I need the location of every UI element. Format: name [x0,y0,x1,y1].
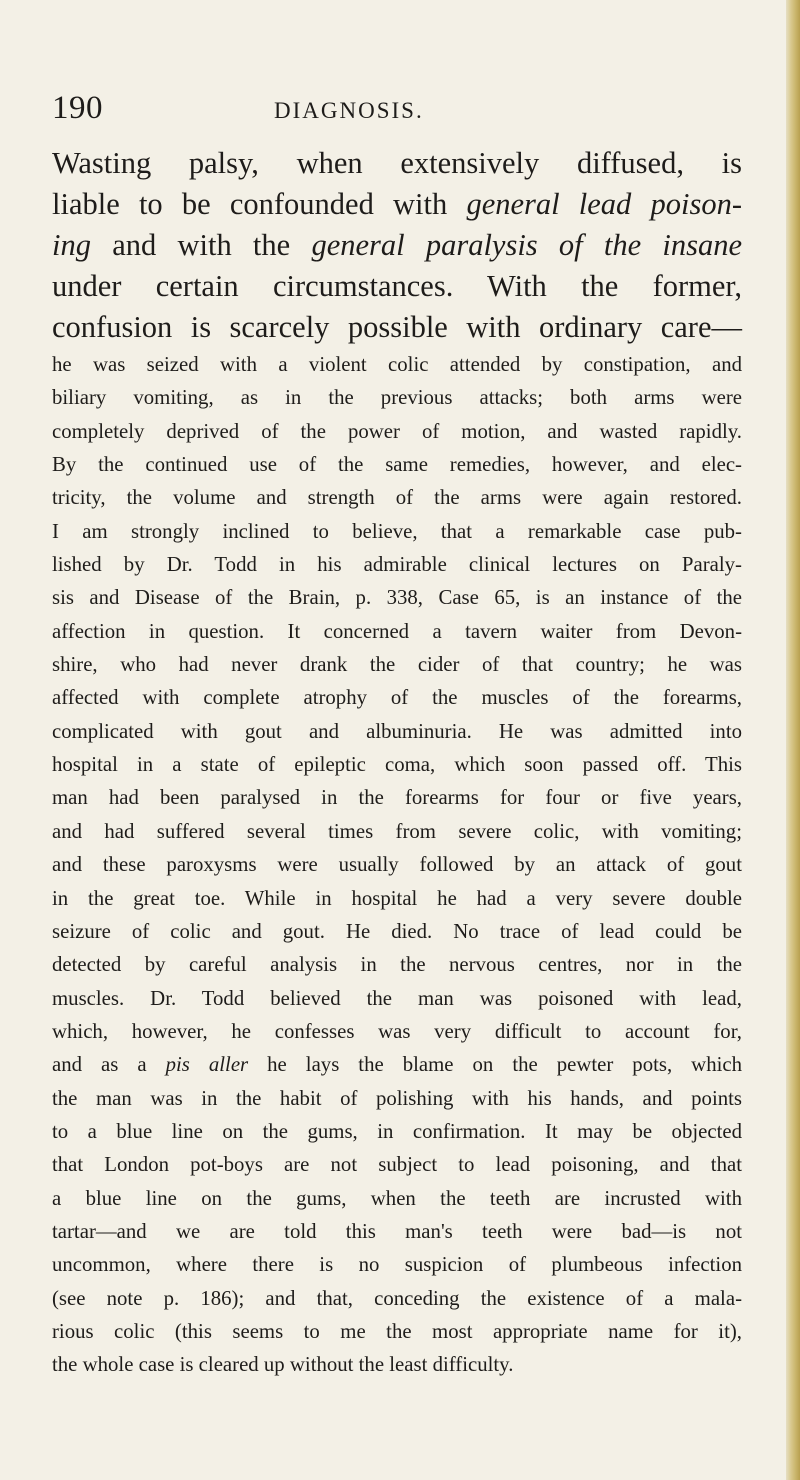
text-line: confusion is scarcely possible with ordinary care— [52,310,742,344]
text-line: to a blue line on the gums, in confirmation. It may be objected [52,1119,742,1143]
text-line: in the great toe. While in hospital he had a very severe double [52,886,742,910]
page-number: 190 [52,90,103,126]
text-line: he was seized with a violent colic attended by constipation, and [52,353,742,376]
text-line: shire, who had never drank the cider of that country; he was [52,653,742,677]
text-line: which, however, he confesses was very difficult to account for, [52,1019,742,1043]
text-line: lished by Dr. Todd in his admirable clinical lectures on Paraly- [52,553,742,577]
case-paragraph [52,348,742,1382]
text-line: man had been paralysed in the forearms for four or five years, [52,786,742,810]
text-line: tricity, the volume and strength of the arms were again restored. [52,486,742,510]
page-header [52,88,742,128]
page-edge [786,0,800,1480]
text-line: that London pot-boys are not subject to lead poisoning, and that [52,1153,742,1177]
text-line: (see note p. 186); and that, conceding the existence of a mala- [52,1286,742,1310]
emphasis: ing [52,228,91,262]
text-line: under certain circumstances. With the former, [52,269,742,303]
emphasis: general lead poison- [466,187,743,221]
text-line: uncommon, where there is no suspicion of plumbeous infection [52,1253,742,1277]
text-line: and had suffered several times from severe colic, with vomiting; [52,819,742,843]
opening-paragraph [52,143,742,348]
text-line: and these paroxysms were usually followed by an attack of gout [52,853,742,877]
text-line: ing and with the general paralysis of the insane [52,228,742,262]
body-text [52,143,742,1382]
text-line: complicated with gout and albuminuria. He was admitted into [52,719,742,743]
text-line: muscles. Dr. Todd believed the man was poisoned with lead, [52,986,742,1010]
text-line: By the continued use of the same remedies, however, and elec- [52,453,742,477]
text-line: detected by careful analysis in the nervous centres, nor in the [52,953,742,977]
text-line: the whole case is cleared up without the least difficulty. [52,1353,514,1377]
text-line: a blue line on the gums, when the teeth are incrusted with [52,1186,742,1210]
text-line: tartar—and we are told this man's teeth were bad—is not [52,1219,742,1243]
text-line: sis and Disease of the Brain, p. 338, Case 65, is an instance of the [52,586,742,610]
text-line: Wasting palsy, when extensively diffused, is [52,146,742,180]
text-line: rious colic (this seems to me the most appropriate name for it), [52,1319,742,1343]
text-line: the man was in the habit of polishing with his hands, and points [52,1086,742,1110]
text-line: I am strongly inclined to believe, that a remarkable case pub- [52,519,742,543]
text-line: liable to be confounded with general lead poison- [52,187,743,221]
text-line: affected with complete atrophy of the muscles of the forearms, [52,686,742,710]
emphasis: pis aller [165,1053,249,1077]
text-line: affection in question. It concerned a tavern waiter from Devon- [52,619,742,643]
text-line: seizure of colic and gout. He died. No trace of lead could be [52,919,742,943]
text-line: completely deprived of the power of motion, and wasted rapidly. [52,419,742,443]
text-line: hospital in a state of epileptic coma, which soon passed off. This [52,753,742,777]
text-line: biliary vomiting, as in the previous attacks; both arms were [52,386,742,410]
running-head: DIAGNOSIS. [274,98,424,123]
emphasis: general paralysis of the insane [311,228,742,262]
text-line: and as a pis aller he lays the blame on the pewter pots, which [52,1053,743,1077]
